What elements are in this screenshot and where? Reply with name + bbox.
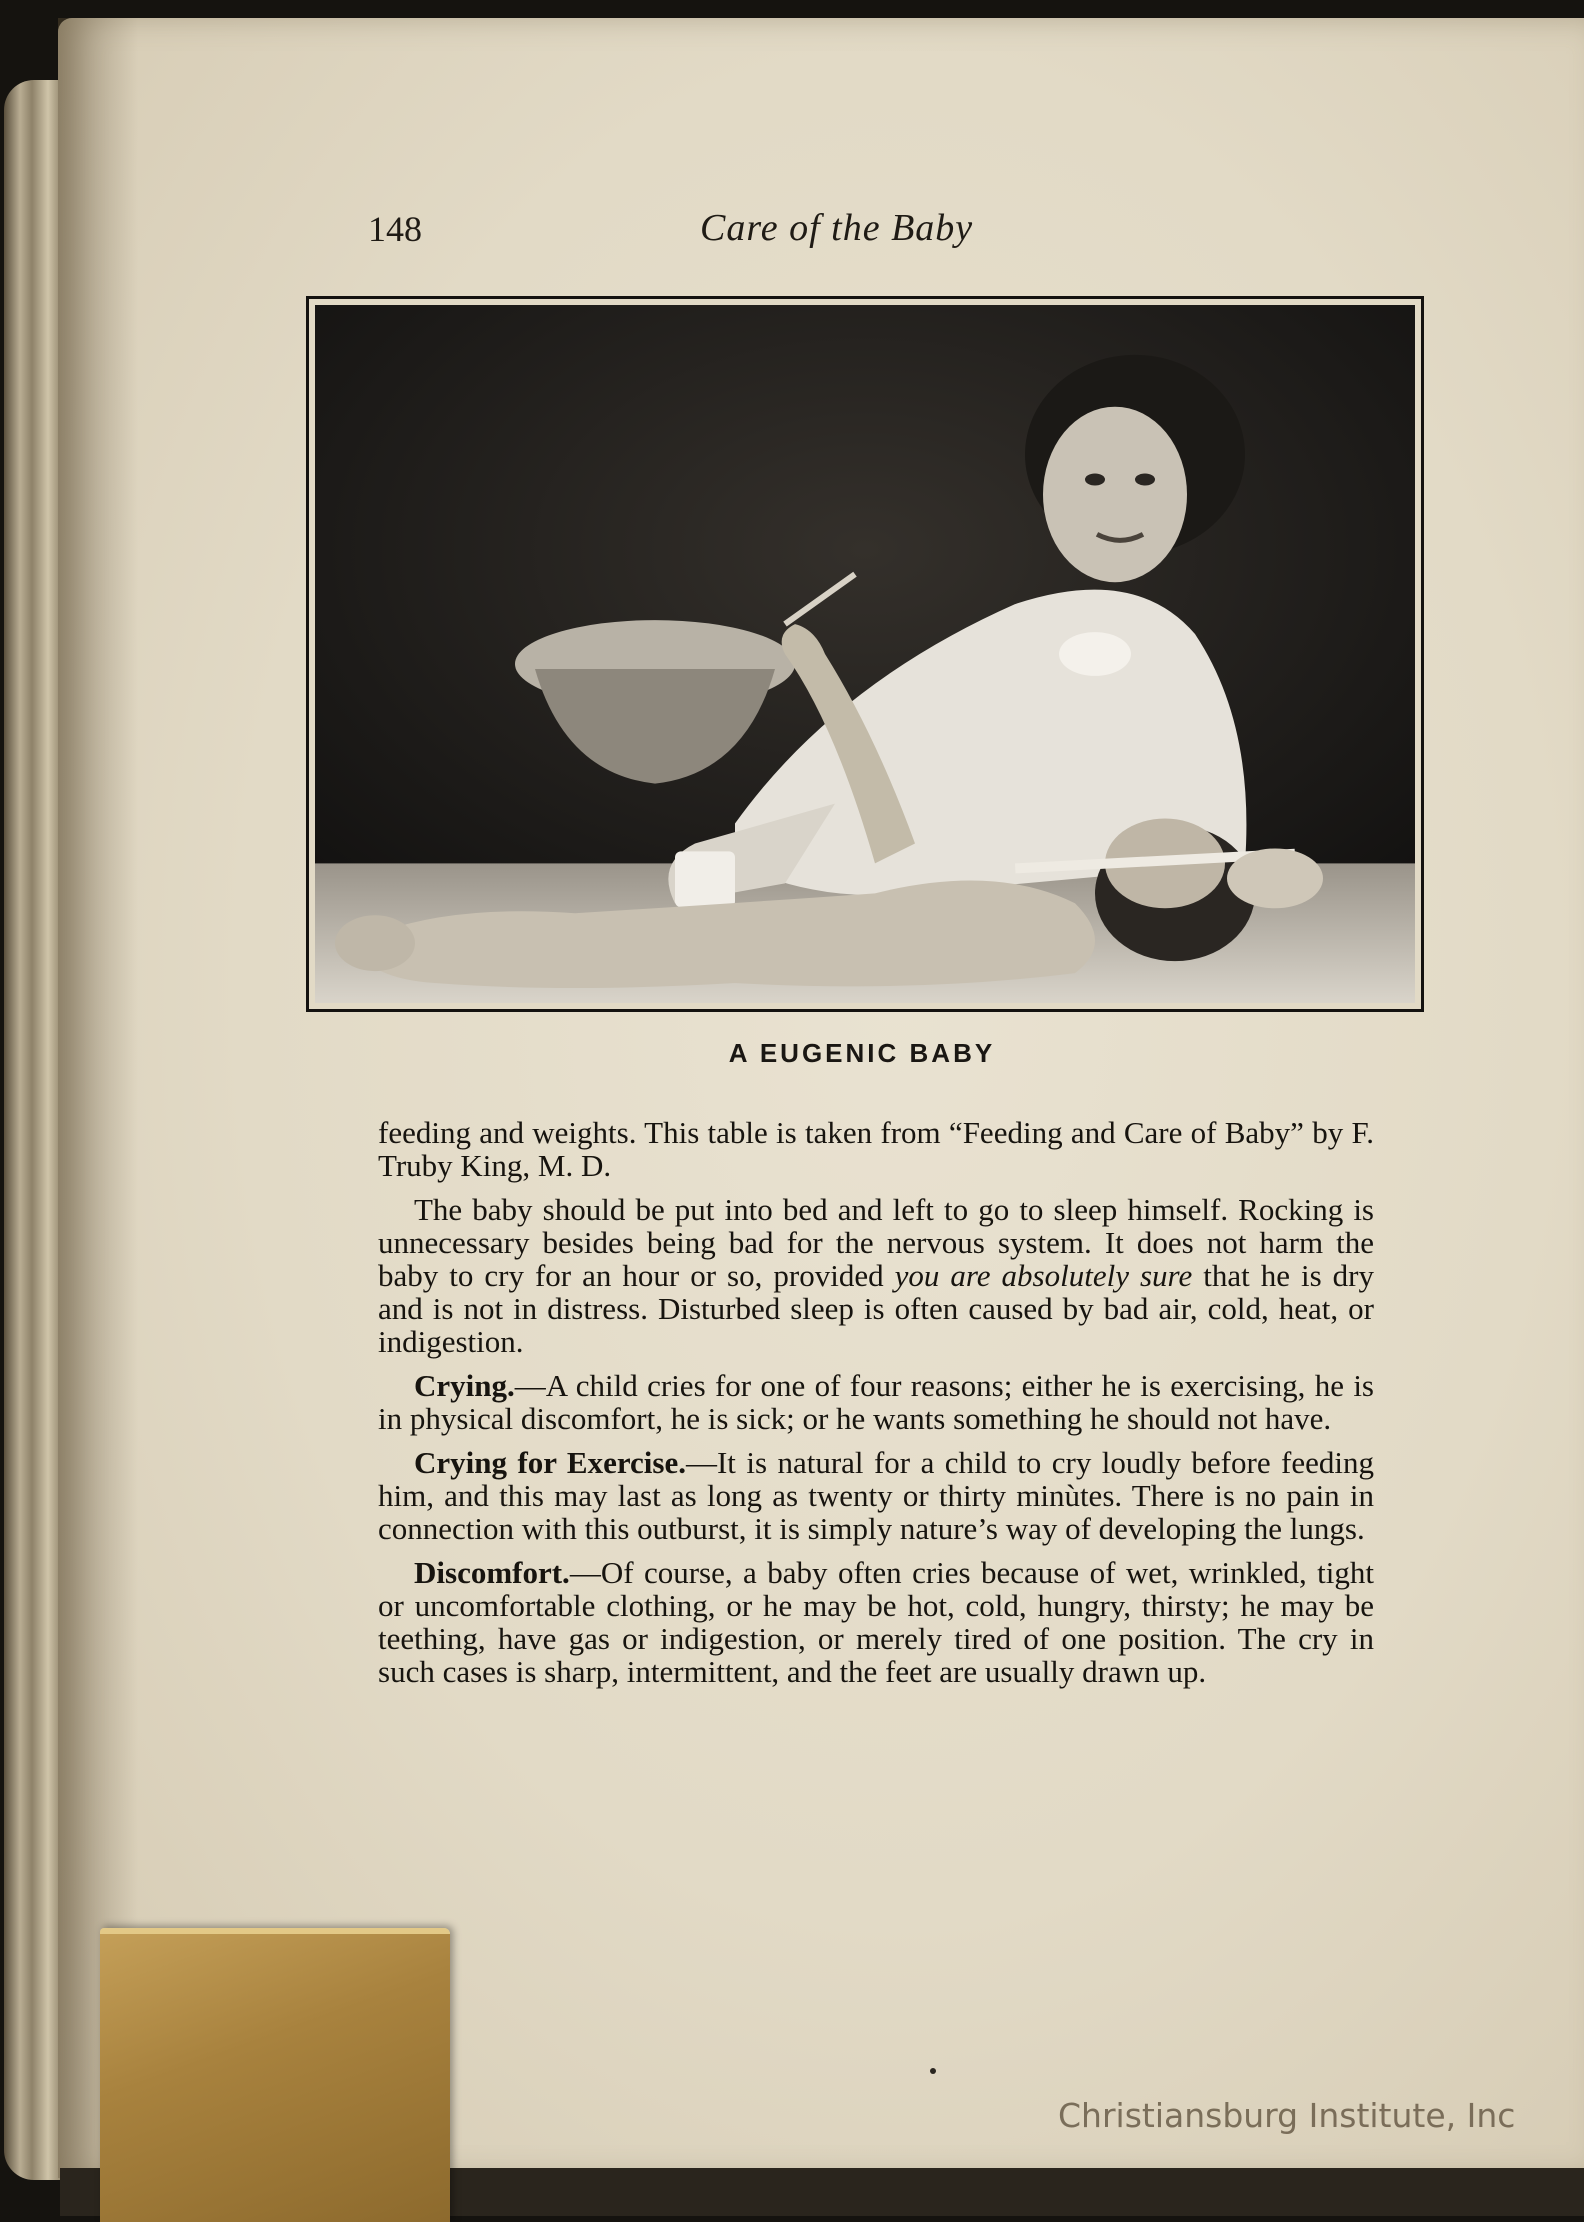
running-title: Care of the Baby [700, 207, 974, 249]
heading-crying: Crying. [414, 1368, 515, 1403]
paragraph-crying-exercise [378, 1446, 1374, 1545]
running-head [0, 200, 1584, 260]
heading-discomfort: Discomfort. [414, 1555, 570, 1590]
paragraph-crying-text: —A child cries for one of four reasons; either he is exercising, he is in physical discomfort, he is sick; or he wants something he should not have. [378, 1368, 1374, 1436]
photograph-illustration [315, 305, 1415, 1003]
paragraph-feeding-weights: feeding and weights. This table is taken from “Feeding and Care of Baby” by F. Truby King, M. D. [378, 1115, 1374, 1183]
bookmark-tab [100, 1928, 450, 2222]
photograph-frame [306, 296, 1424, 1012]
paragraph-crying-exercise-text: —It is natural for a child to cry loudly before feeding him, and this may last as long as twenty or thirty minùtes. There is no pain in connection with this outburst, it is simply nature’s way of developing the lungs. [378, 1445, 1374, 1546]
body-text [378, 1116, 1374, 1699]
paragraph-sleep-text-a: The baby should be put into bed and left to go to sleep himself. Rocking is unnecessary besides being bad for the nervous system. It does not harm the baby to cry for an hour or so, provided [378, 1192, 1374, 1293]
watermark: Christiansburg Institute, Inc [1058, 2096, 1516, 2135]
photograph-mother-measuring-baby [315, 305, 1415, 1003]
gutter-shadow [58, 18, 138, 2178]
paragraph-discomfort-text: —Of course, a baby often cries because of wet, wrinkled, tight or uncomfortable clothing, or he may be hot, cold, hungry, thirsty; he may be teething, have gas or indigestion, or merely tired of one position. The cry in such cases is sharp, intermittent, and the feet are usually drawn up. [378, 1555, 1374, 1689]
paragraph-sleep-emphasis: you are absolutely sure [894, 1258, 1193, 1293]
paragraph-sleep [378, 1193, 1374, 1358]
paragraph-sleep-text-b: that he is dry and is not in distress. Disturbed sleep is often caused by bad air, cold, heat, or indigestion. [378, 1258, 1374, 1359]
heading-crying-exercise: Crying for Exercise. [414, 1445, 686, 1480]
ink-speck [930, 2068, 936, 2074]
figure-caption: A EUGENIC BABY [728, 1038, 996, 1068]
page-number: 148 [368, 209, 422, 249]
paragraph-crying [378, 1369, 1374, 1435]
paragraph-discomfort [378, 1556, 1374, 1688]
